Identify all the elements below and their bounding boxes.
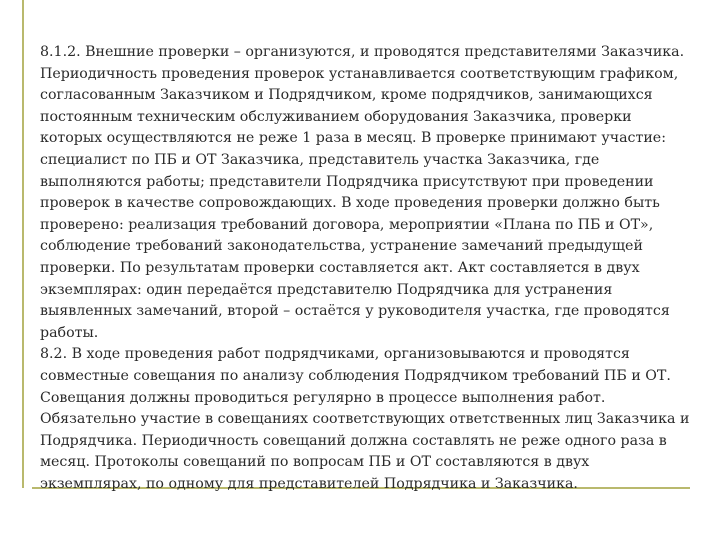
paragraph-8-1-2: 8.1.2. Внешние проверки – организуются, и проводятся представителями Заказчика. Периодичность проведения проверок устанавливается соответствующим графиком, согласованным Заказчиком и Подрядчиком, кроме подрядчиков, занимающихся постоянным техническим обслуживанием оборудования Заказчика, проверки которых осуществляются не реже 1 раза в месяц. В проверке принимают участие: специалист по ПБ и ОТ Заказчика, представитель участка Заказчика, где выполняются работы; представители Подрядчика присутствуют при проведении проверок в качестве сопровождающих. В ходе проведения проверки должно быть проверено: реализация требований договора, мероприятии «Плана по ПБ и ОТ», соблюдение требований законодательства, устранение замечаний предыдущей проверки. По результатам проверки составляется акт. Акт составляется в двух экземплярах: один передаётся представителю Подрядчика для устранения выявленных замечаний, второй – остаётся у руководителя участка, где проводятся работы. [40, 44, 685, 341]
paragraph-8-2: 8.2. В ходе проведения работ подрядчиками, организовываются и проводятся совместные совещания по анализу соблюдения Подрядчиком требований ПБ и ОТ. Совещания должны проводиться регулярно в процессе выполнения работ. Обязательно участие в совещаниях соответствующих ответственных лиц Заказчика и Подрядчика. Периодичность совещаний должна составлять не реже одного раза в месяц. Протоколы совещаний по вопросам ПБ и ОТ составляются в двух экземплярах, по одному для представителей Подрядчика и Заказчика. [40, 346, 690, 492]
slide-left-rule [22, 0, 24, 488]
slide-body-text [40, 42, 694, 495]
